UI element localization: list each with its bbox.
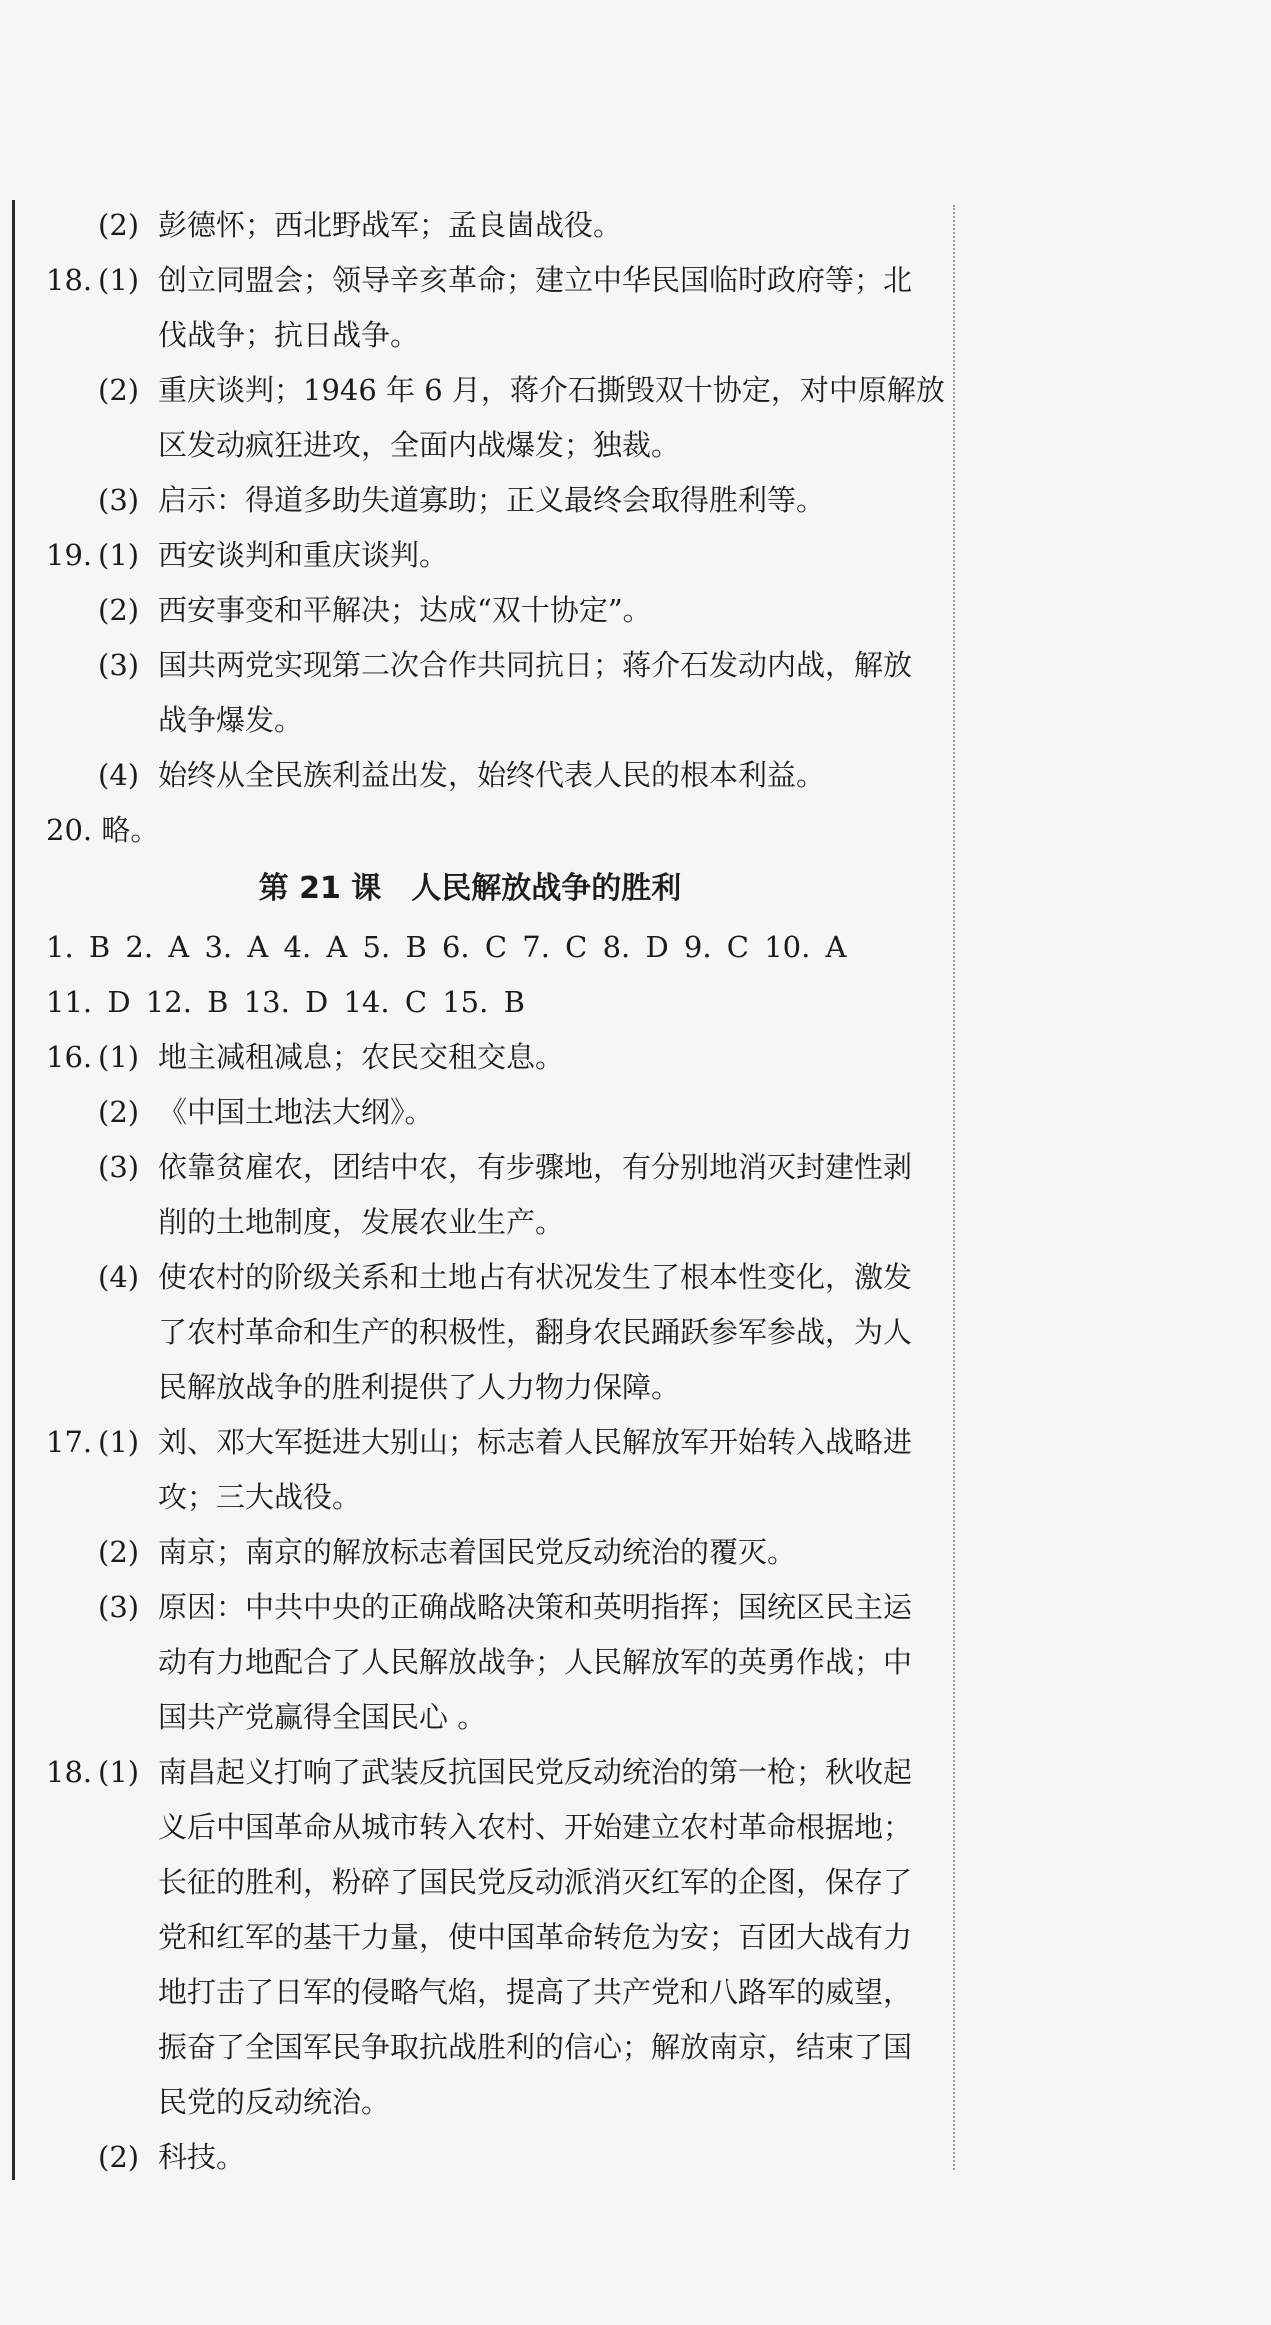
answer-line: [0, 1360, 960, 1415]
answer-text-continued: 振奋了全国军民争取抗战胜利的信心；解放南京，结束了国: [158, 2030, 913, 2064]
answer-line: [0, 198, 960, 253]
answer-line: [0, 1195, 960, 1250]
answer-text-continued: 动有力地配合了人民解放战争；人民解放军的英勇作战；中: [158, 1645, 913, 1679]
answer-line: [0, 2075, 960, 2130]
sub-question-number: (3): [98, 1150, 140, 1184]
answer-line: [0, 418, 960, 473]
answer-line: [0, 638, 960, 693]
answer-text: 创立同盟会；领导辛亥革命；建立中华民国临时政府等；北: [158, 263, 913, 297]
question-number: 16.: [46, 1040, 93, 1074]
answer-line: [0, 1580, 960, 1635]
answer-text: 启示：得道多助失道寡助；正义最终会取得胜利等。: [158, 483, 826, 517]
answer-line: [0, 2020, 960, 2075]
answer-text: 彭德怀；西北野战军；孟良崮战役。: [158, 208, 623, 242]
sub-question-number: (1): [98, 538, 140, 572]
sub-question-number: (4): [98, 1260, 140, 1294]
answer-line: [0, 1140, 960, 1195]
sub-question-number: (3): [98, 483, 140, 517]
lesson-heading: 第 21 课 人民解放战争的胜利: [258, 871, 682, 906]
answer-text: 重庆谈判；1946 年 6 月，蒋介石撕毁双十协定，对中原解放: [158, 373, 945, 407]
answer-text: 地主减租减息；农民交租交息。: [158, 1040, 565, 1074]
sub-question-number: (1): [98, 263, 140, 297]
answer-line: [0, 1525, 960, 1580]
multiple-choice-answers: [0, 920, 960, 975]
sub-question-number: (2): [98, 1095, 140, 1129]
answer-key-content: [0, 198, 960, 2185]
answer-line: [0, 1305, 960, 1360]
answer-line: [0, 583, 960, 638]
answer-text: 依靠贫雇农，团结中农，有步骤地，有分别地消灭封建性剥: [158, 1150, 913, 1184]
answer-text: 西安谈判和重庆谈判。: [158, 538, 449, 572]
answer-text-continued: 国共产党赢得全国民心 。: [158, 1700, 487, 1734]
sub-question-number: (2): [98, 2140, 140, 2174]
answer-text-continued: 党和红军的基干力量，使中国革命转危为安；百团大战有力: [158, 1920, 913, 1954]
answer-text: 西安事变和平解决；达成“双十协定”。: [158, 593, 652, 627]
sub-question-number: (1): [98, 1755, 140, 1789]
sub-question-number: (1): [98, 1425, 140, 1459]
sub-question-number: (1): [98, 1040, 140, 1074]
answer-line: [0, 1415, 960, 1470]
answer-line: [0, 1745, 960, 1800]
answer-line: [0, 803, 960, 858]
answer-text-continued: 区发动疯狂进攻，全面内战爆发；独裁。: [158, 428, 681, 462]
answer-text: 始终从全民族利益出发，始终代表人民的根本利益。: [158, 758, 826, 792]
answer-text: 《中国土地法大纲》。: [158, 1095, 434, 1129]
answer-text-continued: 削的土地制度，发展农业生产。: [158, 1205, 565, 1239]
answer-line: [0, 1800, 960, 1855]
answer-line: [0, 1690, 960, 1745]
answer-line: [0, 1470, 960, 1525]
answer-line: [0, 473, 960, 528]
answer-text: 南京；南京的解放标志着国民党反动统治的覆灭。: [158, 1535, 797, 1569]
answer-text: 国共两党实现第二次合作共同抗日；蒋介石发动内战，解放: [158, 648, 913, 682]
answer-text-continued: 伐战争；抗日战争。: [158, 318, 420, 352]
question-number: 18.: [46, 1755, 93, 1789]
answer-text-continued: 义后中国革命从城市转入农村、开始建立农村革命根据地；: [158, 1810, 913, 1844]
answer-text: 科技。: [158, 2140, 246, 2174]
answer-text: 南昌起义打响了武装反抗国民党反动统治的第一枪；秋收起: [158, 1755, 913, 1789]
answer-text-continued: 民解放战争的胜利提供了人力物力保障。: [158, 1370, 681, 1404]
answer-line: [0, 693, 960, 748]
answer-line: [0, 1030, 960, 1085]
sub-question-number: (4): [98, 758, 140, 792]
answer-text-continued: 地打击了日军的侵略气焰，提高了共产党和八路军的威望，: [158, 1975, 913, 2009]
answer-line: [0, 748, 960, 803]
sub-question-number: (2): [98, 593, 140, 627]
answer-line: [0, 1085, 960, 1140]
answer-text-continued: 长征的胜利，粉碎了国民党反动派消灭红军的企图，保存了: [158, 1865, 913, 1899]
answer-text-continued: 攻；三大战役。: [158, 1480, 362, 1514]
answer-line: [0, 2130, 960, 2185]
sub-question-number: (2): [98, 1535, 140, 1569]
answer-text: 使农村的阶级关系和土地占有状况发生了根本性变化，激发: [158, 1260, 913, 1294]
answer-text: 20. 略。: [46, 813, 160, 847]
answer-line: [0, 253, 960, 308]
answer-text-continued: 了农村革命和生产的积极性，翻身农民踊跃参军参战，为人: [158, 1315, 913, 1349]
sub-question-number: (3): [98, 648, 140, 682]
sub-question-number: (3): [98, 1590, 140, 1624]
question-number: 18.: [46, 263, 93, 297]
answer-line: [0, 1910, 960, 1965]
sub-question-number: (2): [98, 208, 140, 242]
answer-text-continued: 战争爆发。: [158, 703, 304, 737]
answer-line: [0, 1635, 960, 1690]
answer-line: [0, 1855, 960, 1910]
sub-question-number: (2): [98, 373, 140, 407]
multiple-choice-answers: [0, 975, 960, 1030]
multiple-choice-row: 1. B 2. A 3. A 4. A 5. B 6. C 7. C 8. D 9. C 10. A: [46, 930, 847, 964]
question-number: 19.: [46, 538, 93, 572]
question-number: 17.: [46, 1425, 93, 1459]
answer-line: [0, 528, 960, 583]
answer-text: 原因：中共中央的正确战略决策和英明指挥；国统区民主运: [158, 1590, 913, 1624]
answer-text-continued: 民党的反动统治。: [158, 2085, 391, 2119]
answer-line: [0, 1250, 960, 1305]
answer-line: [0, 1965, 960, 2020]
answer-line: [0, 308, 960, 363]
answer-text: 刘、邓大军挺进大别山；标志着人民解放军开始转入战略进: [158, 1425, 913, 1459]
answer-line: [0, 363, 960, 418]
multiple-choice-row: 11. D 12. B 13. D 14. C 15. B: [46, 985, 525, 1019]
